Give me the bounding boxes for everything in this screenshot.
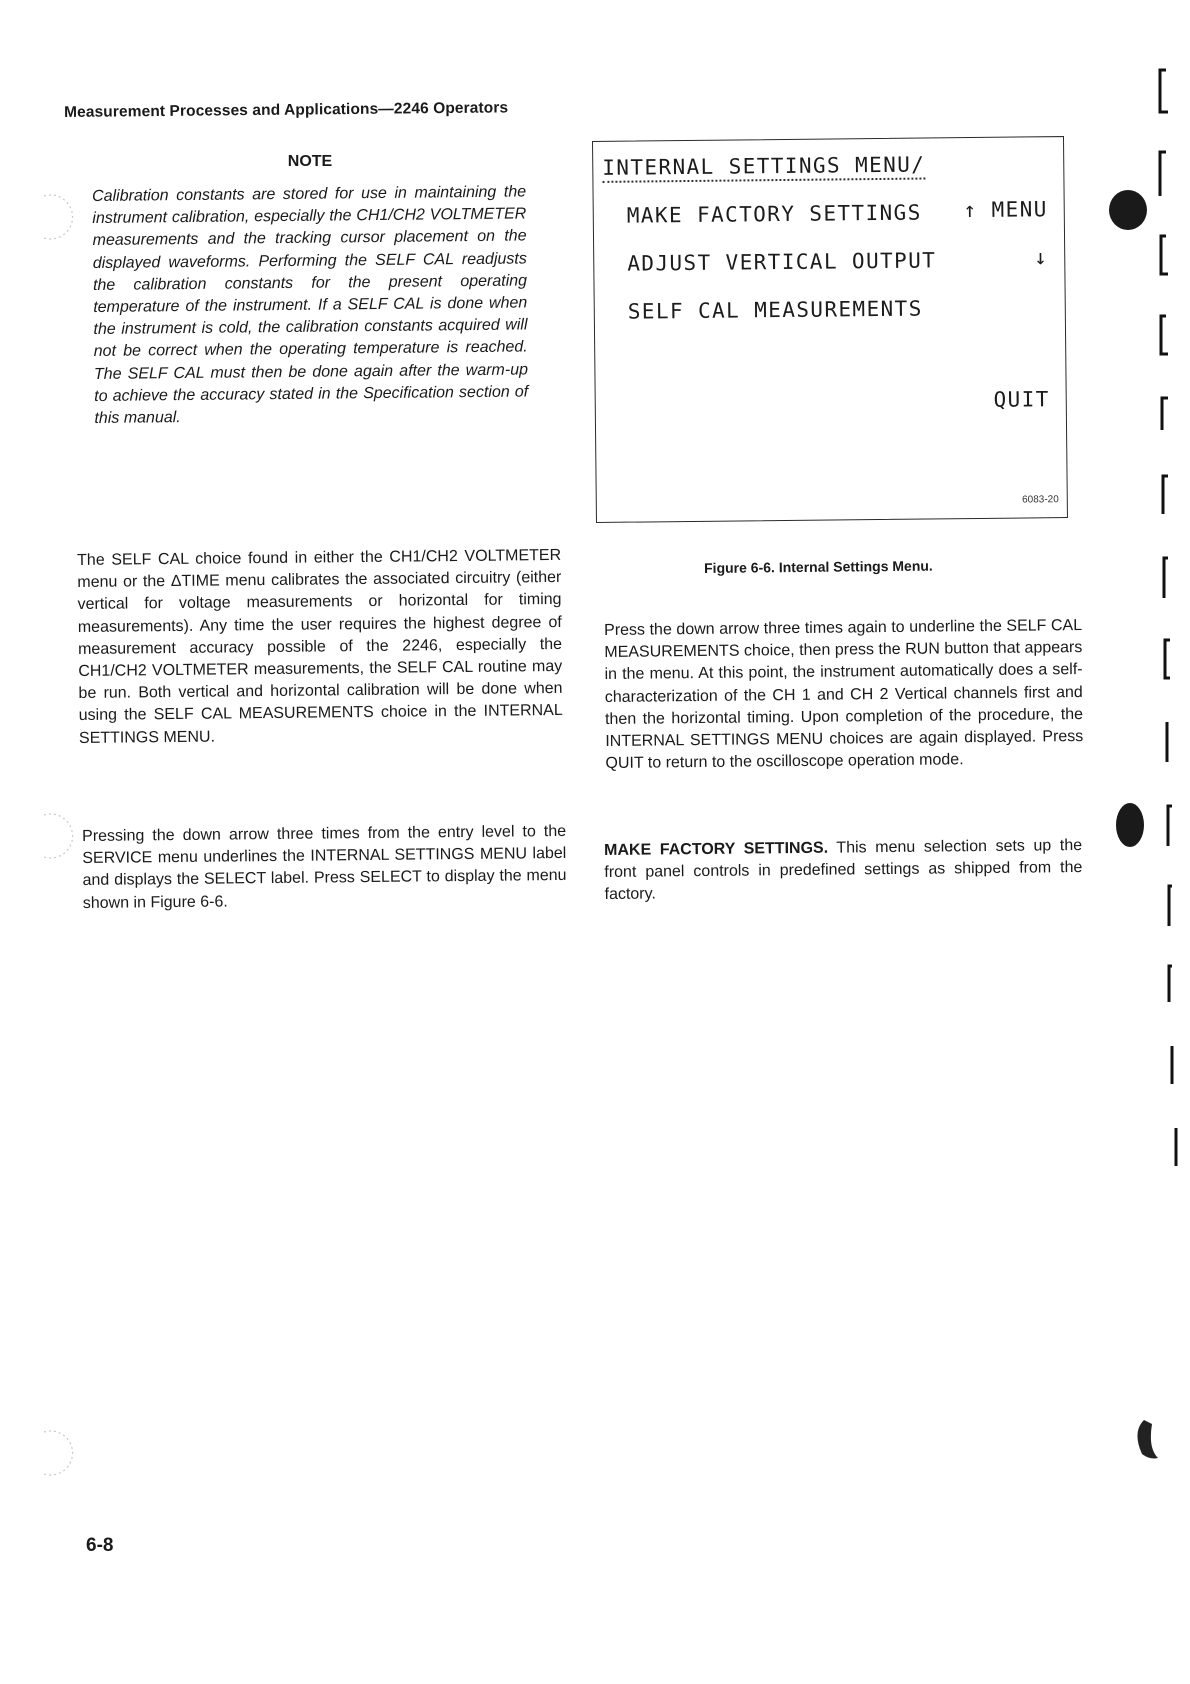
factory-settings-body: This menu selection sets up the front panel controls in predefined settings as shipped from the factory.	[604, 836, 1083, 904]
note-title: NOTE	[287, 153, 333, 170]
self-cal-paragraph: The SELF CAL choice found in either the CH1/CH2 VOLTMETER menu or the ΔTIME menu calibrates the associated circuitry (either vertical for voltage measurements or horizontal for timing measurements). Any time the user requires the highest degree of measurement accuracy possible of the 2246, especially the CH1/CH2 VOLTMETER measurements, the SELF CAL routine may be run. Both vertical and horizontal calibration will be done when using the SELF CAL MEASUREMENTS choice in the INTERNAL SETTINGS MENU.	[77, 546, 563, 747]
note-body: Calibration constants are stored for use in maintaining the instrument calibration, especially the CH1/CH2 VOLTMETER measurements and the tracking cursor placement on the displayed waveforms. Performing the SELF CAL readjusts the calibration constants for the present operating temperature of the instrument. If a SELF CAL is done when the instrument is cold, the calibration constants acquired will not be correct when the operating temperature is reached. The SELF CAL must then be done again after the warm-up to achieve the accuracy stated in the Specification section of this manual.	[92, 183, 529, 428]
menu-item-adjust-vertical-output: ADJUST VERTICAL OUTPUT	[627, 248, 937, 276]
figure-caption: Figure 6-6. Internal Settings Menu.	[704, 557, 933, 576]
self-cal-run-paragraph: Press the down arrow three times again to underline the SELF CAL MEASUREMENTS choice, then press the RUN button that appears in the menu. At this point, the instrument automatically does a self-characterization of the CH 1 and CH 2 Vertical channels first and then the horizontal timing. Upon completion of the procedure, the INTERNAL SETTINGS MENU choices are again displayed. Press QUIT to return to the oscilloscope operation mode.	[604, 616, 1084, 773]
page-number: 6-8	[86, 1535, 114, 1556]
service-menu-paragraph: Pressing the down arrow three times from the entry level to the SERVICE menu underlines the INTERNAL SETTINGS MENU label and displays the SELECT label. Press SELECT to display the menu shown in Figure 6-6.	[82, 822, 567, 912]
internal-settings-menu-figure	[592, 136, 1068, 523]
factory-settings-paragraph	[604, 835, 1083, 907]
menu-title: INTERNAL SETTINGS MENU/	[602, 153, 925, 183]
quit-label: QUIT	[993, 387, 1050, 412]
menu-item-self-cal-measurements: SELF CAL MEASUREMENTS	[627, 296, 923, 324]
figure-code: 6083-20	[1022, 494, 1059, 506]
running-head: Measurement Processes and Applications—2246 Operators	[64, 99, 509, 121]
down-arrow-icon: ↓	[1034, 245, 1049, 270]
menu-item-make-factory-settings: MAKE FACTORY SETTINGS	[626, 200, 922, 228]
factory-settings-heading: MAKE FACTORY SETTINGS.	[604, 839, 829, 859]
up-arrow-menu-label: ↑ MENU	[963, 197, 1048, 223]
